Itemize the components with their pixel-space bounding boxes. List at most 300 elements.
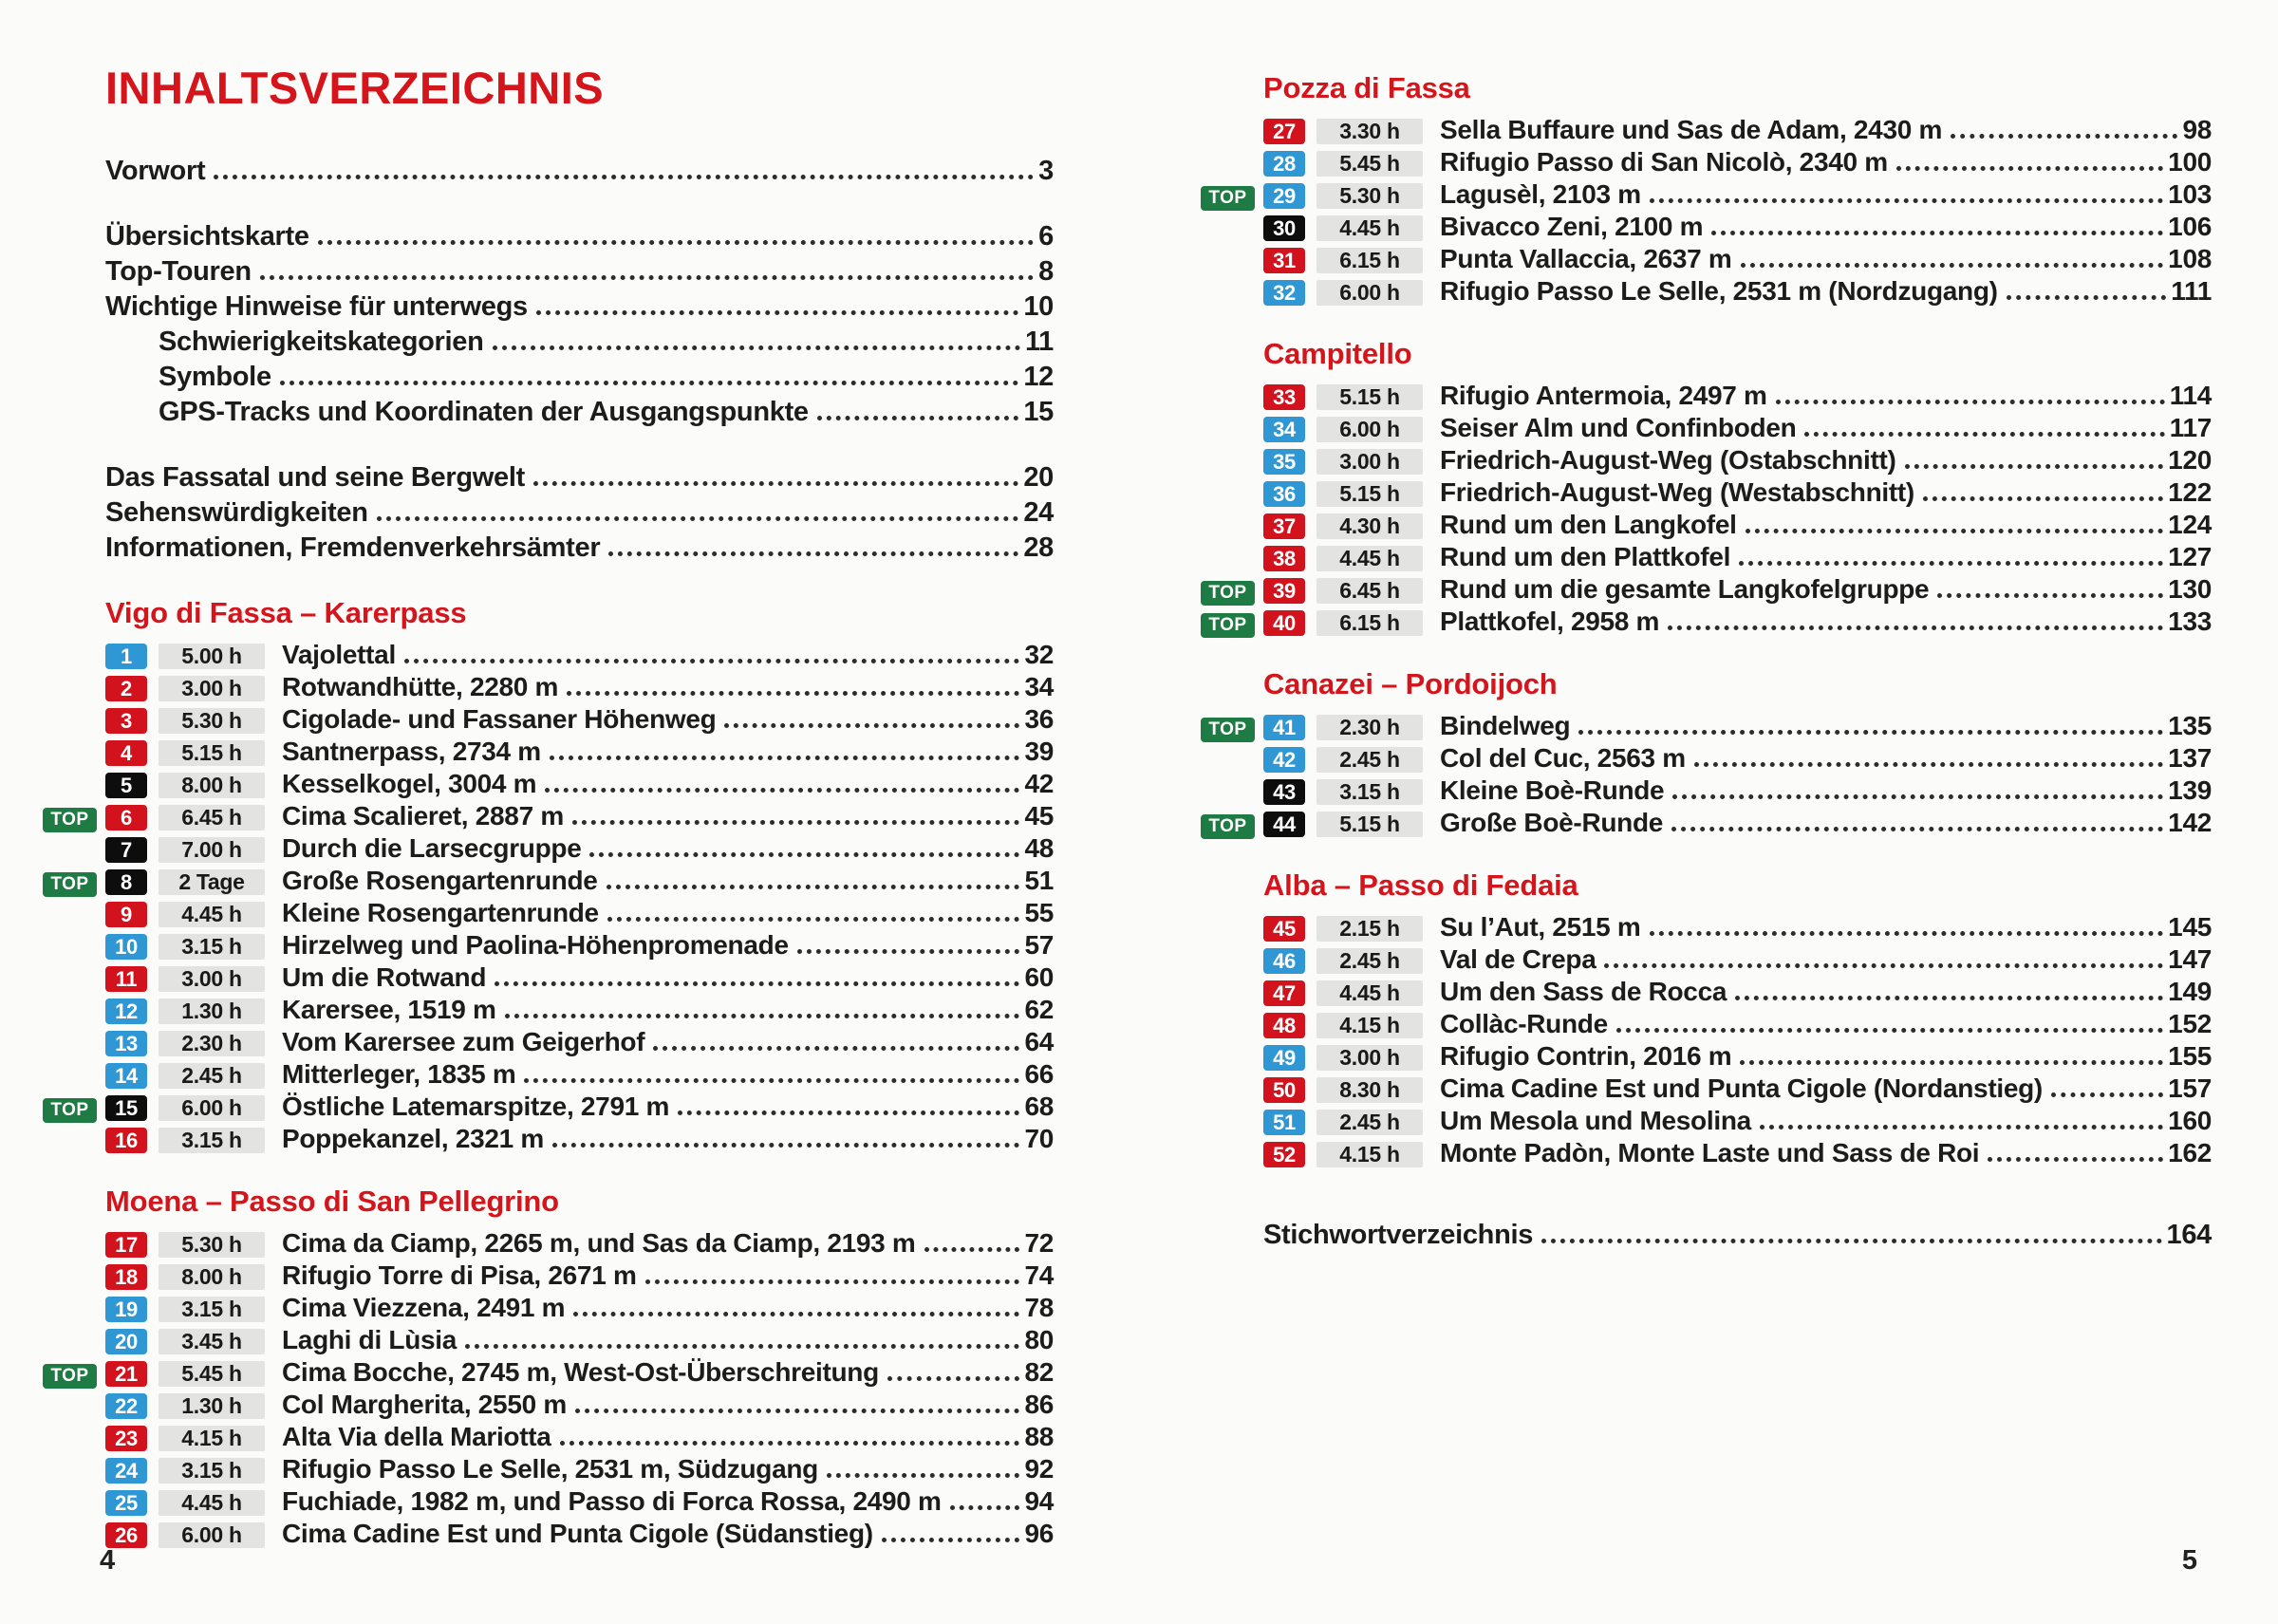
tour-row: [1201, 808, 2212, 840]
tour-row: [43, 1027, 1054, 1059]
tour-row: [43, 833, 1054, 866]
tour-page: 39: [1024, 737, 1054, 766]
tour-page: 155: [2168, 1041, 2212, 1071]
dotted-leader: [724, 723, 1019, 728]
tour-number-badge: 11: [105, 966, 147, 992]
dotted-leader: [1741, 263, 2164, 268]
dotted-leader: [1905, 464, 2164, 469]
toc-entry: [105, 397, 1054, 432]
tour-page: 149: [2168, 977, 2212, 1006]
tour-duration: 4.45 h: [159, 902, 265, 927]
tour-duration: 5.30 h: [159, 708, 265, 734]
tour-row: [43, 1293, 1054, 1325]
tour-page: 68: [1024, 1092, 1054, 1121]
top-badge: TOP: [1201, 718, 1255, 742]
tour-duration: 2.45 h: [1316, 948, 1423, 974]
toc-entry-label: Wichtige Hinweise für unterwegs: [105, 291, 528, 322]
tour-duration: 5.30 h: [1316, 183, 1423, 209]
tour-title: Rifugio Passo Le Selle, 2531 m (Nordzugang): [1440, 276, 1998, 306]
tour-duration: 5.45 h: [1316, 151, 1423, 177]
tour-row: [43, 769, 1054, 801]
tour-number-badge: 38: [1263, 546, 1305, 571]
dotted-leader: [1923, 496, 2163, 501]
tour-row: [1201, 445, 2212, 477]
tour-number-badge: 25: [105, 1490, 147, 1516]
dotted-leader: [607, 917, 1020, 922]
tour-title: Cima Scalieret, 2887 m: [282, 801, 564, 831]
dotted-leader: [552, 1143, 1019, 1148]
tour-number-badge: 23: [105, 1426, 147, 1451]
tour-title: Laghi di Lùsia: [282, 1325, 457, 1354]
tour-page: 160: [2168, 1106, 2212, 1135]
tour-number-badge: 30: [1263, 215, 1305, 241]
section-title: Campitello: [1263, 337, 1412, 370]
tour-title: Seiser Alm und Confinboden: [1440, 413, 1797, 442]
tour-page: 36: [1024, 704, 1054, 734]
tour-row: [43, 737, 1054, 769]
dotted-leader: [1616, 1028, 2163, 1033]
tour-page: 120: [2168, 445, 2212, 475]
tour-duration: 2.30 h: [1316, 715, 1423, 740]
tour-page: 145: [2168, 912, 2212, 942]
tour-title: Poppekanzel, 2321 m: [282, 1124, 544, 1153]
tour-duration: 3.15 h: [159, 934, 265, 960]
tour-duration: 8.30 h: [1316, 1077, 1423, 1103]
tour-row: [1201, 1009, 2212, 1041]
tour-title: Kleine Rosengartenrunde: [282, 898, 599, 927]
tour-duration: 5.15 h: [159, 740, 265, 766]
tour-number-badge: 46: [1263, 948, 1305, 974]
tour-row: [43, 1390, 1054, 1422]
dotted-leader: [924, 1247, 1020, 1252]
dotted-leader: [260, 275, 1034, 280]
tour-row: [43, 898, 1054, 930]
tour-page: 100: [2168, 147, 2212, 177]
right-column-content: [1201, 71, 2212, 1258]
tour-title: Cima da Ciamp, 2265 m, und Sas da Ciamp, 2193 m: [282, 1228, 916, 1258]
tour-duration: 4.15 h: [159, 1426, 265, 1451]
tour-title: Friedrich-August-Weg (Westabschnitt): [1440, 477, 1914, 507]
tour-page: 133: [2168, 607, 2212, 636]
tour-title: Rifugio Passo di San Nicolò, 2340 m: [1440, 147, 1888, 177]
tour-number-badge: 20: [105, 1329, 147, 1354]
dotted-leader: [607, 885, 1020, 889]
tour-title: Rifugio Contrin, 2016 m: [1440, 1041, 1732, 1071]
dotted-leader: [1668, 625, 2163, 630]
tour-page: 98: [2182, 115, 2212, 144]
page-title: INHALTSVERZEICHNIS: [105, 63, 605, 113]
tour-title: Vajolettal: [282, 640, 396, 669]
tour-number-badge: 35: [1263, 449, 1305, 475]
toc-entry-page: 10: [1023, 291, 1054, 322]
dotted-leader: [1804, 432, 2164, 437]
toc-entry-page: 20: [1023, 462, 1054, 493]
top-badge-gutter: [1201, 186, 1263, 211]
tour-page: 92: [1024, 1454, 1054, 1484]
tour-row: [1201, 912, 2212, 944]
tour-number-badge: 19: [105, 1297, 147, 1322]
dotted-leader: [1735, 996, 2163, 1000]
tour-duration: 3.15 h: [1316, 779, 1423, 805]
tour-title: Fuchiade, 1982 m, und Passo di Forca Rossa, 2490 m: [282, 1486, 942, 1516]
tour-duration: 5.00 h: [159, 644, 265, 669]
tour-title: Cima Viezzena, 2491 m: [282, 1293, 566, 1322]
tour-number-badge: 22: [105, 1393, 147, 1419]
tour-page: 122: [2168, 477, 2212, 507]
tour-duration: 4.15 h: [1316, 1142, 1423, 1167]
toc-section: [1201, 667, 2212, 840]
tour-number-badge: 28: [1263, 151, 1305, 177]
tour-row: [43, 640, 1054, 672]
tour-row: [1201, 413, 2212, 445]
tour-page: 106: [2168, 212, 2212, 241]
tour-duration: 5.15 h: [1316, 812, 1423, 837]
tour-page: 70: [1024, 1124, 1054, 1153]
tour-duration: 2.15 h: [1316, 916, 1423, 942]
tour-title: Durch die Larsecgruppe: [282, 833, 582, 863]
dotted-leader: [1604, 963, 2163, 968]
tour-title: Su l’Aut, 2515 m: [1440, 912, 1641, 942]
tour-duration: 3.00 h: [159, 966, 265, 992]
tour-number-badge: 43: [1263, 779, 1305, 805]
tour-page: 88: [1024, 1422, 1054, 1451]
tour-number-badge: 7: [105, 837, 147, 863]
tour-title: Collàc-Runde: [1440, 1009, 1608, 1038]
dotted-leader: [572, 820, 1020, 825]
tour-duration: 6.00 h: [159, 1095, 265, 1121]
dotted-leader: [524, 1078, 1019, 1083]
tour-number-badge: 27: [1263, 119, 1305, 144]
toc-entry-label: Top-Touren: [105, 256, 252, 287]
tour-duration: 2 Tage: [159, 869, 265, 895]
toc-entry-page: 15: [1023, 397, 1054, 427]
tour-duration: 1.30 h: [159, 1393, 265, 1419]
top-badge: TOP: [1201, 613, 1255, 638]
dotted-leader: [2007, 295, 2167, 300]
dotted-leader: [573, 1312, 1019, 1316]
tour-page: 108: [2168, 244, 2212, 273]
tour-page: 127: [2168, 542, 2212, 571]
tour-number-badge: 42: [1263, 747, 1305, 773]
tour-number-badge: 13: [105, 1031, 147, 1056]
dotted-leader: [545, 788, 1019, 793]
tour-title: Cigolade- und Fassaner Höhenweg: [282, 704, 717, 734]
tour-duration: 2.30 h: [159, 1031, 265, 1056]
right-page-number: 5: [2181, 1545, 2197, 1576]
tour-row: [1201, 977, 2212, 1009]
section-rows: [43, 1228, 1054, 1551]
tour-page: 32: [1024, 640, 1054, 669]
tour-title: Kesselkogel, 3004 m: [282, 769, 537, 798]
tour-number-badge: 49: [1263, 1045, 1305, 1071]
tour-number-badge: 24: [105, 1458, 147, 1484]
tour-duration: 5.15 h: [1316, 481, 1423, 507]
dotted-leader: [817, 416, 1019, 420]
tour-title: Rifugio Passo Le Selle, 2531 m, Südzugang: [282, 1454, 818, 1484]
toc-intro-group: [43, 462, 1054, 568]
left-page-number: 4: [100, 1545, 116, 1576]
tour-number-badge: 37: [1263, 513, 1305, 539]
tour-number-badge: 16: [105, 1128, 147, 1153]
toc-entry-page: 28: [1023, 532, 1054, 563]
toc-entry-label: Informationen, Fremdenverkehrsämter: [105, 532, 601, 563]
tour-duration: 6.15 h: [1316, 610, 1423, 636]
tour-row: [1201, 510, 2212, 542]
tour-row: [1201, 212, 2212, 244]
left-column: [43, 52, 1054, 1551]
toc-entry-page: 164: [2166, 1220, 2212, 1250]
tour-duration: 6.15 h: [1316, 248, 1423, 273]
tour-duration: 8.00 h: [159, 1264, 265, 1290]
tour-title: Sella Buffaure und Sas de Adam, 2430 m: [1440, 115, 1943, 144]
top-badge: TOP: [43, 1364, 97, 1389]
top-badge: TOP: [1201, 186, 1255, 211]
tour-number-badge: 9: [105, 902, 147, 927]
tour-number-badge: 33: [1263, 384, 1305, 410]
tour-title: Rund um den Plattkofel: [1440, 542, 1731, 571]
toc-entry-label: Das Fassatal und seine Bergwelt: [105, 462, 525, 493]
tour-number-badge: 21: [105, 1361, 147, 1387]
tour-row: [43, 995, 1054, 1027]
tour-number-badge: 47: [1263, 980, 1305, 1006]
tour-duration: 6.00 h: [159, 1522, 265, 1548]
tour-duration: 3.00 h: [1316, 449, 1423, 475]
toc-entry: [105, 156, 1054, 191]
tour-duration: 4.45 h: [159, 1490, 265, 1516]
dotted-leader: [1740, 1060, 2163, 1065]
tour-page: 124: [2168, 510, 2212, 539]
dotted-leader: [1746, 529, 2164, 533]
tour-row: [1201, 381, 2212, 413]
tour-row: [43, 962, 1054, 995]
tour-row: [43, 1454, 1054, 1486]
tour-row: [1201, 711, 2212, 743]
dotted-leader: [1541, 1239, 2161, 1243]
toc-entry-label: Sehenswürdigkeiten: [105, 497, 368, 528]
dotted-leader: [2051, 1092, 2163, 1097]
tour-row: [43, 1228, 1054, 1260]
top-badge: TOP: [1201, 814, 1255, 839]
tour-row: [1201, 1073, 2212, 1106]
dotted-leader: [404, 659, 1020, 663]
tour-page: 55: [1024, 898, 1054, 927]
tour-page: 57: [1024, 930, 1054, 960]
tour-page: 103: [2168, 179, 2212, 209]
toc-section: [43, 596, 1054, 1156]
top-badge-gutter: [43, 1098, 105, 1123]
tour-page: 114: [2169, 381, 2212, 410]
tour-duration: 3.00 h: [159, 676, 265, 701]
tour-number-badge: 39: [1263, 578, 1305, 604]
tour-number-badge: 2: [105, 676, 147, 701]
dotted-leader: [1672, 794, 2163, 799]
toc-entry-label: GPS-Tracks und Koordinaten der Ausgangspunkte: [159, 397, 809, 427]
section-title: Vigo di Fassa – Karerpass: [105, 596, 467, 629]
tour-duration: 5.15 h: [1316, 384, 1423, 410]
tour-duration: 2.45 h: [1316, 1110, 1423, 1135]
tour-row: [43, 1124, 1054, 1156]
tour-number-badge: 34: [1263, 417, 1305, 442]
tour-row: [1201, 1106, 2212, 1138]
tour-number-badge: 40: [1263, 610, 1305, 636]
tour-page: 139: [2168, 775, 2212, 805]
tour-row: [43, 930, 1054, 962]
dotted-leader: [1650, 931, 2164, 936]
dotted-leader: [377, 516, 1019, 521]
tour-number-badge: 32: [1263, 280, 1305, 306]
toc-section: [1201, 337, 2212, 639]
tour-title: Große Boè-Runde: [1440, 808, 1664, 837]
tour-page: 74: [1024, 1260, 1054, 1290]
tour-title: Vom Karersee zum Geigerhof: [282, 1027, 645, 1056]
tour-page: 48: [1024, 833, 1054, 863]
top-badge-gutter: [1201, 814, 1263, 839]
toc-entry-label: Symbole: [159, 362, 271, 392]
tour-number-badge: 10: [105, 934, 147, 960]
dotted-leader: [1988, 1157, 2163, 1162]
tour-page: 147: [2168, 944, 2212, 974]
dotted-leader: [645, 1279, 1020, 1284]
toc-section: [1201, 71, 2212, 308]
section-rows: [43, 640, 1054, 1156]
dotted-leader: [1937, 593, 2163, 598]
tour-row: [43, 1357, 1054, 1390]
tour-page: 117: [2169, 413, 2212, 442]
tour-row: [43, 1422, 1054, 1454]
top-badge: TOP: [43, 872, 97, 897]
index-entry: [1263, 1220, 2212, 1258]
tour-page: 66: [1024, 1059, 1054, 1089]
tour-number-badge: 31: [1263, 248, 1305, 273]
tour-duration: 6.45 h: [159, 805, 265, 831]
tour-page: 94: [1024, 1486, 1054, 1516]
tour-page: 42: [1024, 769, 1054, 798]
tour-duration: 3.15 h: [159, 1128, 265, 1153]
dotted-leader: [608, 551, 1018, 556]
toc-section: [43, 1185, 1054, 1551]
tour-page: 51: [1024, 866, 1054, 895]
tour-page: 82: [1024, 1357, 1054, 1387]
tour-row: [1201, 944, 2212, 977]
tour-row: [1201, 244, 2212, 276]
tour-duration: 4.45 h: [1316, 215, 1423, 241]
top-badge-gutter: [1201, 613, 1263, 638]
tour-row: [43, 1519, 1054, 1551]
left-column-content: [43, 156, 1054, 1551]
dotted-leader: [797, 949, 1020, 954]
tour-page: 34: [1024, 672, 1054, 701]
dotted-leader: [887, 1376, 1020, 1381]
tour-page: 142: [2168, 808, 2212, 837]
toc-intro-group: [43, 156, 1054, 191]
dotted-leader: [1776, 400, 2165, 404]
section-rows: [1201, 115, 2212, 308]
dotted-leader: [678, 1111, 1019, 1115]
tour-title: Cima Cadine Est und Punta Cigole (Südanstieg): [282, 1519, 873, 1548]
tour-row: [1201, 743, 2212, 775]
dotted-leader: [280, 381, 1019, 385]
tour-title: Rund um den Langkofel: [1440, 510, 1737, 539]
tour-duration: 2.45 h: [1316, 747, 1423, 773]
dotted-leader: [567, 691, 1019, 696]
toc-entry: [105, 497, 1054, 532]
toc-entry: [105, 256, 1054, 291]
toc-entry-page: 12: [1023, 362, 1054, 392]
tour-title: Cima Cadine Est und Punta Cigole (Nordanstieg): [1440, 1073, 2043, 1103]
tour-number-badge: 17: [105, 1232, 147, 1258]
section-title: Canazei – Pordoijoch: [1263, 667, 1558, 700]
tour-number-badge: 1: [105, 644, 147, 669]
tour-duration: 8.00 h: [159, 773, 265, 798]
dotted-leader: [1896, 166, 2163, 171]
tour-number-badge: 45: [1263, 916, 1305, 942]
tour-row: [1201, 542, 2212, 574]
dotted-leader: [882, 1538, 1020, 1542]
tour-duration: 5.45 h: [159, 1361, 265, 1387]
tour-duration: 3.00 h: [1316, 1045, 1423, 1071]
tour-duration: 4.45 h: [1316, 546, 1423, 571]
dotted-leader: [318, 240, 1034, 245]
tour-page: 137: [2168, 743, 2212, 773]
tour-row: [1201, 775, 2212, 808]
tour-number-badge: 15: [105, 1095, 147, 1121]
tour-number-badge: 18: [105, 1264, 147, 1290]
tour-title: Monte Padòn, Monte Laste und Sass de Roi: [1440, 1138, 1980, 1167]
tour-row: [1201, 1041, 2212, 1073]
tour-title: Lagusèl, 2103 m: [1440, 179, 1641, 209]
tour-page: 64: [1024, 1027, 1054, 1056]
tour-row: [43, 1486, 1054, 1519]
tour-page: 62: [1024, 995, 1054, 1024]
tour-title: Col Margherita, 2550 m: [282, 1390, 567, 1419]
tour-number-badge: 41: [1263, 715, 1305, 740]
section-rows: [1201, 381, 2212, 639]
tour-page: 78: [1024, 1293, 1054, 1322]
tour-title: Um den Sass de Rocca: [1440, 977, 1727, 1006]
tour-page: 162: [2168, 1138, 2212, 1167]
tour-duration: 3.15 h: [159, 1297, 265, 1322]
tour-number-badge: 36: [1263, 481, 1305, 507]
tour-title: Mitterleger, 1835 m: [282, 1059, 516, 1089]
tour-title: Alta Via della Mariotta: [282, 1422, 551, 1451]
tour-title: Friedrich-August-Weg (Ostabschnitt): [1440, 445, 1896, 475]
tour-row: [1201, 179, 2212, 212]
tour-page: 80: [1024, 1325, 1054, 1354]
tour-title: Col del Cuc, 2563 m: [1440, 743, 1686, 773]
section-title: Moena – Passo di San Pellegrino: [105, 1185, 559, 1218]
tour-number-badge: 52: [1263, 1142, 1305, 1167]
tour-title: Val de Crepa: [1440, 944, 1596, 974]
dotted-leader: [465, 1344, 1019, 1349]
tour-title: Um Mesola und Mesolina: [1440, 1106, 1751, 1135]
section-rows: [1201, 912, 2212, 1170]
tour-title: Karersee, 1519 m: [282, 995, 496, 1024]
tour-number-badge: 50: [1263, 1077, 1305, 1103]
section-title: Pozza di Fassa: [1263, 71, 1470, 104]
tour-row: [43, 1260, 1054, 1293]
toc-entry: [105, 462, 1054, 497]
dotted-leader: [495, 981, 1019, 986]
tour-page: 72: [1024, 1228, 1054, 1258]
tour-row: [1201, 1138, 2212, 1170]
top-badge: TOP: [1201, 581, 1255, 606]
tour-number-badge: 51: [1263, 1110, 1305, 1135]
toc-entry-label: Schwierigkeitskategorien: [159, 327, 484, 357]
tour-page: 135: [2168, 711, 2212, 740]
tour-title: Cima Bocche, 2745 m, West-Ost-Überschreitung: [282, 1357, 879, 1387]
dotted-leader: [827, 1473, 1019, 1478]
toc-entry-label: Übersichtskarte: [105, 221, 309, 252]
